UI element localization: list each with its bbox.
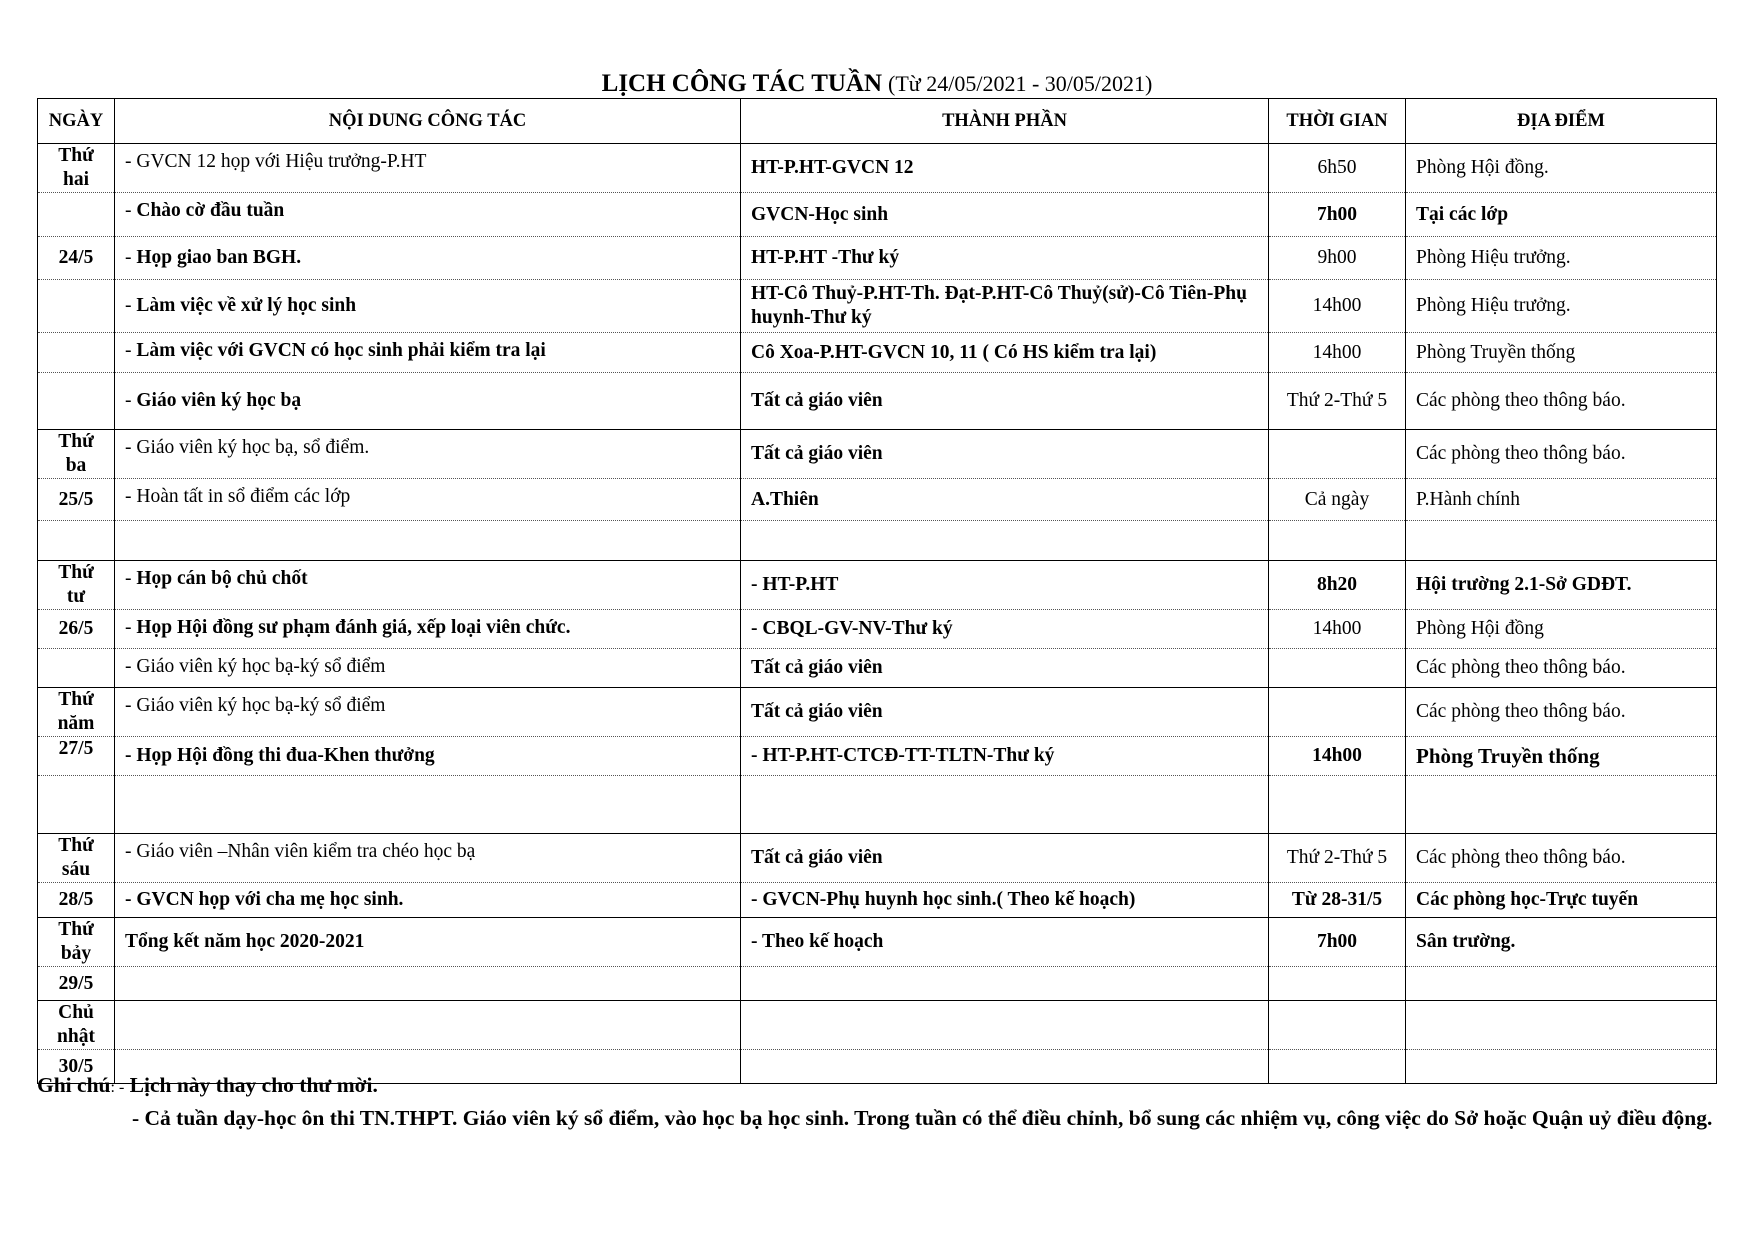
participants-cell: Tất cả giáo viên	[741, 430, 1269, 479]
title-main: LỊCH CÔNG TÁC TUẦN	[601, 70, 883, 97]
table-row	[38, 688, 1717, 737]
content-cell	[115, 280, 741, 333]
page-title	[0, 68, 1754, 100]
time-cell: Thứ 2-Thứ 5	[1269, 373, 1406, 430]
content-text: Làm việc về xử lý học sinh	[136, 295, 357, 316]
participants-cell: HT-P.HT-GVCN 12	[741, 144, 1269, 193]
content-text: Làm việc với GVCN có học sinh phải kiểm tra lại	[136, 340, 546, 361]
location-cell: Hội trường 2.1-Sở GDĐT.	[1406, 561, 1717, 610]
notes-dash: : -	[110, 1079, 125, 1096]
day-date: 29/5	[38, 967, 115, 1001]
participants-cell: - HT-P.HT-CTCĐ-TT-TLTN-Thư ký	[741, 737, 1269, 776]
day-date: 26/5	[38, 610, 115, 649]
content-dash: -	[125, 617, 137, 638]
day-date: 27/5	[38, 737, 115, 776]
time-cell	[1269, 688, 1406, 737]
table-row	[38, 834, 1717, 883]
content-cell: - GVCN họp với cha mẹ học sinh.	[115, 883, 741, 918]
table-row	[38, 333, 1717, 373]
participants-cell: GVCN-Học sinh	[741, 193, 1269, 237]
notes-line-2: - Cả tuần dạy-học ôn thi TN.THPT. Giáo viên ký sổ điểm, vào học bạ học sinh. Trong tuần có thể điều chỉnh, bổ sung các nhiệm vụ, công việc do Sở hoặc Quận uỷ điều động.	[132, 1106, 1713, 1130]
participants-cell: HT-Cô Thuỷ-P.HT-Th. Đạt-P.HT-Cô Thuỷ(sử)-Cô Tiên-Phụ huynh-Thư ký	[741, 280, 1269, 333]
day-label: Thứ tư	[38, 561, 115, 610]
table-row	[38, 918, 1717, 967]
content-cell	[115, 193, 741, 237]
content-cell: - Giáo viên ký học bạ-ký sổ điểm	[115, 688, 741, 737]
location-cell: Phòng Hiệu trưởng.	[1406, 237, 1717, 280]
location-cell: Các phòng theo thông báo.	[1406, 834, 1717, 883]
content-cell	[115, 561, 741, 610]
table-row	[38, 610, 1717, 649]
time-cell: 14h00	[1269, 280, 1406, 333]
location-cell: Phòng Hội đồng.	[1406, 144, 1717, 193]
table-row	[38, 430, 1717, 479]
participants-cell: Tất cả giáo viên	[741, 649, 1269, 688]
participants-cell: Tất cả giáo viên	[741, 373, 1269, 430]
table-row	[38, 144, 1717, 193]
header-day: NGÀY	[38, 99, 115, 144]
table-row	[38, 967, 1717, 1001]
content-cell: - Giáo viên –Nhân viên kiểm tra chéo học bạ	[115, 834, 741, 883]
content-cell: - Giáo viên ký học bạ-ký sổ điểm	[115, 649, 741, 688]
content-cell: Tổng kết năm học 2020-2021	[115, 918, 741, 967]
content-dash: -	[125, 390, 137, 411]
time-cell	[1269, 430, 1406, 479]
day-label: Chủ nhật	[38, 1001, 115, 1050]
location-cell: Phòng Truyền thống	[1406, 737, 1717, 776]
time-cell: 14h00	[1269, 333, 1406, 373]
time-cell: Cả ngày	[1269, 479, 1406, 521]
header-content: NỘI DUNG CÔNG TÁC	[115, 99, 741, 144]
location-cell: Phòng Hiệu trưởng.	[1406, 280, 1717, 333]
location-cell: Phòng Hội đồng	[1406, 610, 1717, 649]
title-range: (Từ 24/05/2021 - 30/05/2021)	[888, 71, 1153, 96]
participants-cell: HT-P.HT -Thư ký	[741, 237, 1269, 280]
content-text: Họp giao ban BGH.	[136, 247, 302, 268]
day-label: Thứ hai	[38, 144, 115, 193]
table-row	[38, 193, 1717, 237]
participants-cell: - CBQL-GV-NV-Thư ký	[741, 610, 1269, 649]
content-text: Họp cán bộ chủ chốt	[136, 568, 308, 589]
time-cell: 14h00	[1269, 737, 1406, 776]
content-dash: -	[125, 568, 137, 589]
location-cell: Các phòng theo thông báo.	[1406, 430, 1717, 479]
table-row	[38, 521, 1717, 561]
schedule-table	[37, 98, 1717, 1084]
time-cell: Từ 28-31/5	[1269, 883, 1406, 918]
table-row	[38, 237, 1717, 280]
time-cell: 14h00	[1269, 610, 1406, 649]
content-dash: -	[125, 200, 137, 221]
content-dash: -	[125, 247, 137, 268]
content-cell: - Họp Hội đồng thi đua-Khen thưởng	[115, 737, 741, 776]
time-cell	[1269, 649, 1406, 688]
table-row	[38, 1001, 1717, 1050]
participants-cell: - GVCN-Phụ huynh học sinh.( Theo kế hoạch)	[741, 883, 1269, 918]
table-row	[38, 479, 1717, 521]
location-cell: Các phòng học-Trực tuyến	[1406, 883, 1717, 918]
content-cell	[115, 333, 741, 373]
location-cell: Các phòng theo thông báo.	[1406, 373, 1717, 430]
table-row	[38, 776, 1717, 834]
table-row	[38, 280, 1717, 333]
location-cell: Phòng Truyền thống	[1406, 333, 1717, 373]
table-row	[38, 373, 1717, 430]
participants-cell: - Theo kế hoạch	[741, 918, 1269, 967]
participants-cell: Tất cả giáo viên	[741, 834, 1269, 883]
day-label: Thứ ba	[38, 430, 115, 479]
content-text: Chào cờ đầu tuần	[136, 200, 285, 221]
participants-cell: - HT-P.HT	[741, 561, 1269, 610]
header-participants: THÀNH PHẦN	[741, 99, 1269, 144]
day-label: Thứ bảy	[38, 918, 115, 967]
content-cell: - Giáo viên ký học bạ, sổ điểm.	[115, 430, 741, 479]
day-date: 24/5	[38, 237, 115, 280]
header-location: ĐỊA ĐIỂM	[1406, 99, 1717, 144]
time-cell: 8h20	[1269, 561, 1406, 610]
time-cell: 6h50	[1269, 144, 1406, 193]
content-cell: - GVCN 12 họp với Hiệu trưởng-P.HT	[115, 144, 741, 193]
time-cell: 9h00	[1269, 237, 1406, 280]
day-date: 25/5	[38, 479, 115, 521]
location-cell: Sân trường.	[1406, 918, 1717, 967]
table-row	[38, 649, 1717, 688]
participants-cell: A.Thiên	[741, 479, 1269, 521]
location-cell: Các phòng theo thông báo.	[1406, 688, 1717, 737]
notes-text-1: Lịch này thay cho thư mời.	[124, 1073, 378, 1097]
header-time: THỜI GIAN	[1269, 99, 1406, 144]
notes-line-1	[37, 1070, 1717, 1103]
time-cell: Thứ 2-Thứ 5	[1269, 834, 1406, 883]
content-cell	[115, 610, 741, 649]
day-label: Thứ sáu	[38, 834, 115, 883]
header-row	[38, 99, 1717, 144]
day-date: 28/5	[38, 883, 115, 918]
participants-cell: Cô Xoa-P.HT-GVCN 10, 11 ( Có HS kiểm tra lại)	[741, 333, 1269, 373]
location-cell: Tại các lớp	[1406, 193, 1717, 237]
content-dash: -	[125, 340, 137, 361]
table-row	[38, 883, 1717, 918]
notes-label: Ghi chú	[37, 1073, 111, 1097]
content-cell: - Hoàn tất in sổ điểm các lớp	[115, 479, 741, 521]
content-cell	[115, 373, 741, 430]
participants-cell: Tất cả giáo viên	[741, 688, 1269, 737]
table-row	[38, 561, 1717, 610]
time-cell: 7h00	[1269, 918, 1406, 967]
location-cell: P.Hành chính	[1406, 479, 1717, 521]
day-label: Thứ năm	[38, 688, 115, 737]
notes	[37, 1070, 1717, 1134]
table-row	[38, 737, 1717, 776]
time-cell: 7h00	[1269, 193, 1406, 237]
day-date: 30/5	[38, 1050, 115, 1084]
content-text: Giáo viên ký học bạ	[136, 390, 302, 411]
content-dash: -	[125, 295, 137, 316]
content-cell	[115, 237, 741, 280]
content-text: Họp Hội đồng sư phạm đánh giá, xếp loại viên chức.	[136, 617, 571, 638]
location-cell: Các phòng theo thông báo.	[1406, 649, 1717, 688]
